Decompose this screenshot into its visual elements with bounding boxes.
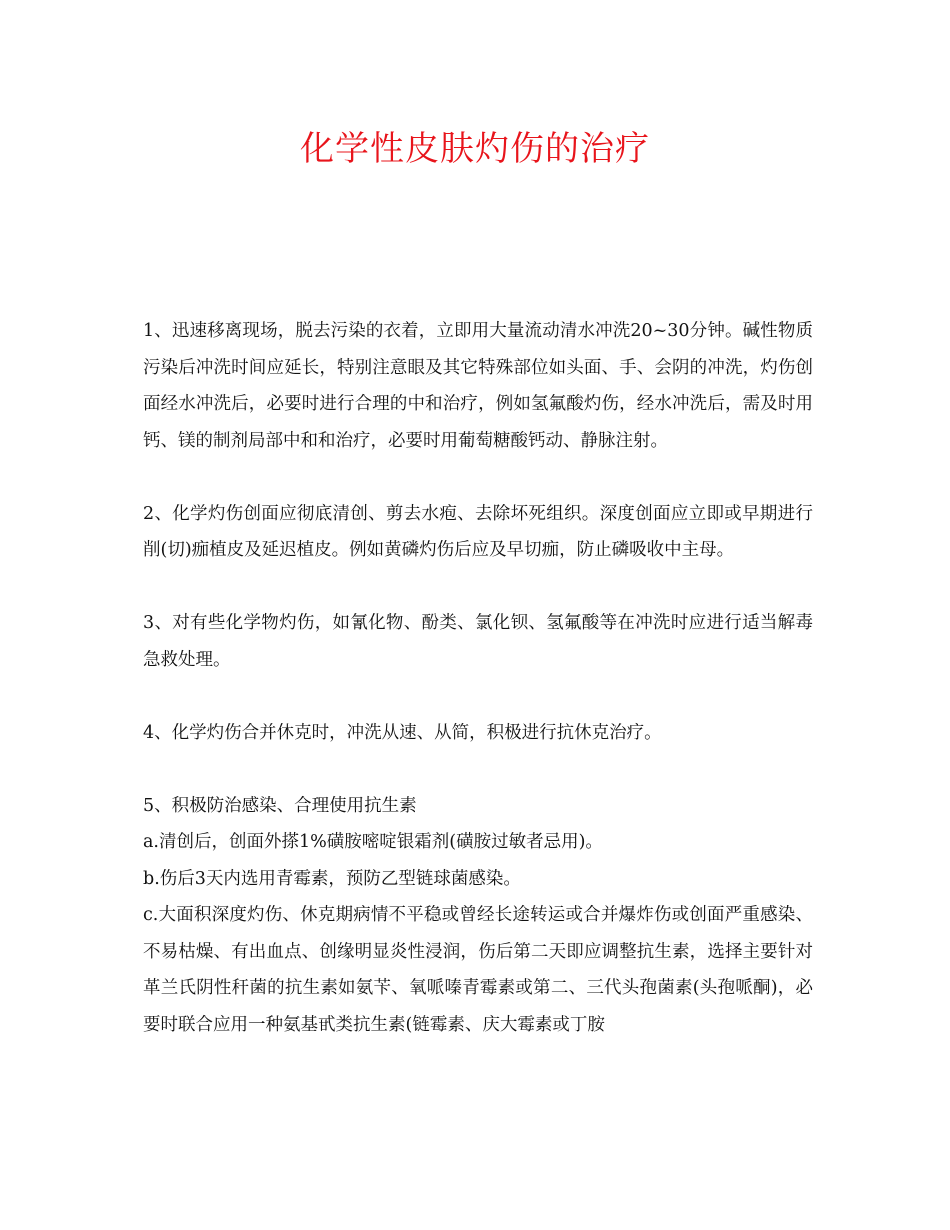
- paragraph-spacer: [143, 751, 813, 788]
- section-5-item-b: b.伤后3天内选用青霉素，预防乙型链球菌感染。: [143, 868, 521, 889]
- section-5-item-c: c.大面积深度灼伤、休克期病情不平稳或曾经长途转运或合并爆炸伤或创面严重感染、不易枯燥、有出血点、创缘明显炎性浸润，伤后第二天即应调整抗生素，选择主要针对革兰氏阴性秆菌的抗生素如氨苄、氧哌嗪青霉素或第二、三代头孢菌素(头孢哌酮)，必要时联合应用一种氨基甙类抗生素(链霉素、庆大霉素或丁胺: [143, 905, 813, 1035]
- document-body: [143, 313, 813, 1043]
- paragraph-spacer: [143, 459, 813, 496]
- paragraph-3: 3、对有些化学物灼伤，如氰化物、酚类、氯化钡、氢氟酸等在冲洗时应进行适当解毒急救处理。: [143, 613, 813, 670]
- section-5-heading: 5、积极防治感染、合理使用抗生素: [143, 795, 417, 816]
- section-5-item-a: a.清创后，创面外搽1%磺胺嘧啶银霜剂(磺胺过敏者忌用)。: [143, 832, 603, 852]
- paragraph-2: 2、化学灼伤创面应彻底清创、剪去水疱、去除坏死组织。深度创面应立即或早期进行削(切)痂植皮及延迟植皮。例如黄磷灼伤后应及早切痂，防止磷吸收中主母。: [143, 503, 813, 560]
- paragraph-1: 1、迅速移离现场，脱去污染的衣着，立即用大量流动清水冲洗20~30分钟。碱性物质污染后冲洗时间应延长，特别注意眼及其它特殊部位如头面、手、会阴的冲洗，灼伤创面经水冲洗后，必要时进行合理的中和治疗，例如氢氟酸灼伤，经水冲洗后，需及时用钙、镁的制剂局部中和和治疗，必要时用葡萄糖酸钙动、静脉注射。: [143, 321, 813, 451]
- paragraph-spacer: [143, 678, 813, 715]
- paragraph-spacer: [143, 569, 813, 606]
- paragraph-4: 4、化学灼伤合并休克时，冲洗从速、从简，积极进行抗休克治疗。: [143, 722, 662, 743]
- document-title: 化学性皮肤灼伤的治疗: [300, 129, 650, 169]
